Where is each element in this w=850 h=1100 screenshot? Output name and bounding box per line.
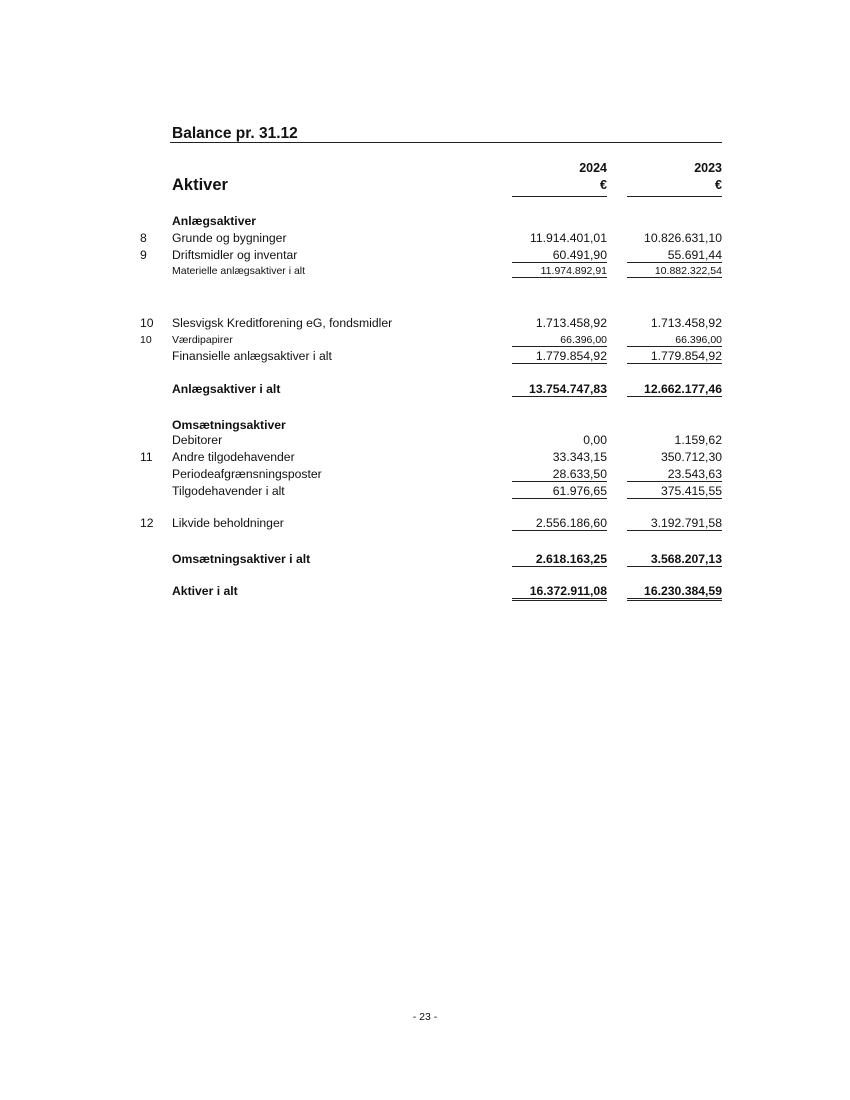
row-value-2024: 13.754.747,83 bbox=[512, 382, 607, 397]
row-label: Debitorer bbox=[172, 433, 223, 447]
table-row bbox=[0, 433, 850, 449]
row-value-2024: 61.976,65 bbox=[512, 484, 607, 499]
row-value-2023: 66.396,00 bbox=[627, 334, 722, 347]
row-value-2023: 10.882.322,54 bbox=[627, 265, 722, 278]
row-value-2024: 28.633,50 bbox=[512, 467, 607, 482]
table-row bbox=[0, 450, 850, 466]
table-row bbox=[0, 316, 850, 332]
row-note: 10 bbox=[140, 316, 154, 330]
table-row bbox=[0, 231, 850, 247]
table-row bbox=[0, 265, 850, 281]
row-value-2024: 0,00 bbox=[583, 433, 607, 447]
row-label: Tilgodehavender i alt bbox=[172, 484, 285, 498]
table-row bbox=[0, 382, 850, 398]
column-year-2024: 2024 bbox=[579, 161, 607, 175]
section-heading: Aktiver bbox=[172, 176, 228, 194]
row-note: 8 bbox=[140, 231, 147, 245]
column-header-divider bbox=[627, 196, 722, 197]
row-note: 9 bbox=[140, 248, 147, 262]
table-row bbox=[0, 484, 850, 500]
row-label: Likvide beholdninger bbox=[172, 516, 284, 530]
row-value-2023: 3.568.207,13 bbox=[627, 552, 722, 567]
row-value-2023: 350.712,30 bbox=[661, 450, 722, 464]
row-note: 11 bbox=[140, 450, 153, 464]
row-value-2023: 1.713.458,92 bbox=[650, 316, 722, 330]
row-value-2023: 55.691,44 bbox=[627, 248, 722, 263]
row-value-2023: 23.543,63 bbox=[627, 467, 722, 482]
row-label: Periodeafgrænsningsposter bbox=[172, 467, 322, 481]
row-label: Værdipapirer bbox=[172, 334, 233, 346]
column-currency-2024: € bbox=[600, 178, 607, 192]
table-row-total bbox=[0, 584, 850, 600]
title-divider bbox=[170, 142, 722, 143]
row-value-2024: 2.618.163,25 bbox=[512, 552, 607, 567]
table-row bbox=[0, 552, 850, 568]
row-value-2024: 2.556.186,60 bbox=[512, 516, 607, 531]
row-label: Grunde og bygninger bbox=[172, 231, 287, 245]
page-title: Balance pr. 31.12 bbox=[172, 125, 298, 142]
table-row bbox=[0, 334, 850, 350]
row-value-2023: 375.415,55 bbox=[627, 484, 722, 499]
table-row bbox=[0, 467, 850, 483]
row-label: Finansielle anlægsaktiver i alt bbox=[172, 349, 332, 363]
table-row bbox=[0, 349, 850, 365]
column-currency-2023: € bbox=[715, 178, 722, 192]
row-value-2023: 3.192.791,58 bbox=[627, 516, 722, 531]
table-row bbox=[0, 248, 850, 264]
row-label: Slesvigsk Kreditforening eG, fondsmidler bbox=[172, 316, 393, 330]
row-value-2024: 66.396,00 bbox=[512, 334, 607, 347]
row-label: Anlægsaktiver i alt bbox=[172, 382, 281, 396]
row-label: Materielle anlægsaktiver i alt bbox=[172, 265, 306, 277]
page-number: - 23 - bbox=[412, 1011, 438, 1023]
row-value-2023: 10.826.631,10 bbox=[644, 231, 722, 245]
row-value-2024: 33.343,15 bbox=[552, 450, 607, 464]
row-label: Omsætningsaktiver bbox=[172, 418, 286, 432]
row-value-2023: 1.159,62 bbox=[674, 433, 722, 447]
row-value-2024: 60.491,90 bbox=[512, 248, 607, 263]
row-note: 12 bbox=[140, 516, 154, 530]
row-label: Driftsmidler og inventar bbox=[172, 248, 298, 262]
row-note: 10 bbox=[140, 334, 152, 346]
row-label: Aktiver i alt bbox=[172, 584, 238, 598]
table-row bbox=[0, 418, 850, 434]
row-label: Anlægsaktiver bbox=[172, 214, 256, 228]
row-value-2023: 12.662.177,46 bbox=[627, 382, 722, 397]
table-row bbox=[0, 214, 850, 230]
column-header-divider bbox=[512, 196, 607, 197]
column-year-2023: 2023 bbox=[694, 161, 722, 175]
row-value-2024: 11.914.401,01 bbox=[529, 231, 607, 245]
row-label: Omsætningsaktiver i alt bbox=[172, 552, 311, 566]
row-value-2023: 16.230.384,59 bbox=[627, 584, 722, 601]
row-value-2024: 1.713.458,92 bbox=[535, 316, 607, 330]
table-row bbox=[0, 516, 850, 532]
row-value-2024: 16.372.911,08 bbox=[512, 584, 607, 601]
row-label: Andre tilgodehavender bbox=[172, 450, 295, 464]
row-value-2024: 11.974.892,91 bbox=[512, 265, 607, 278]
row-value-2023: 1.779.854,92 bbox=[627, 349, 722, 364]
row-value-2024: 1.779.854,92 bbox=[512, 349, 607, 364]
